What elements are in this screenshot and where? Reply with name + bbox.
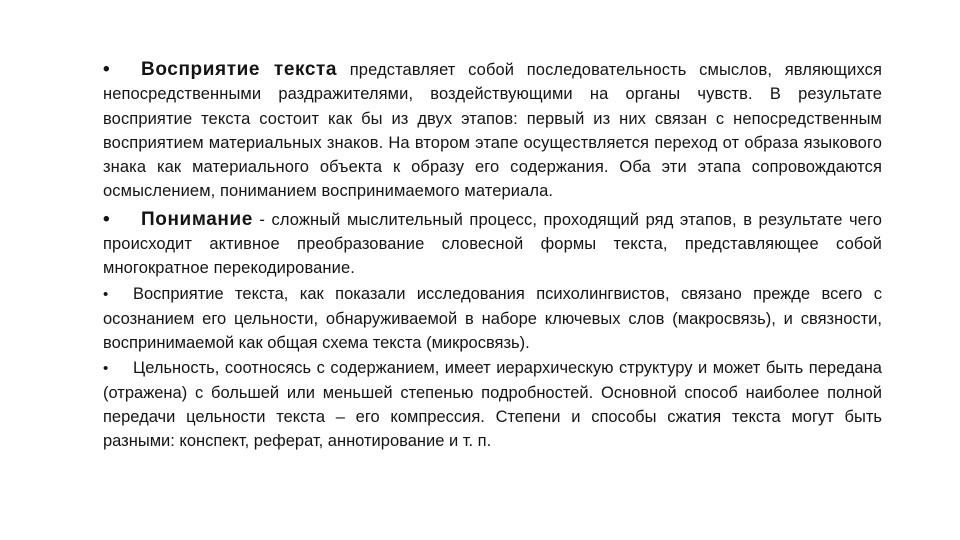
bullet-icon: •	[103, 359, 109, 377]
bullet-icon: •	[103, 285, 109, 303]
paragraph-perception	[103, 58, 882, 204]
paragraph-text: Восприятие текста, как показали исследования психолингвистов, связано прежде всего с осознанием его цельности, обнаруживаемой в наборе ключевых слов (макросвязь), и связности, воспринимаемой как общая схема текста (микросвязь).	[103, 284, 882, 353]
bullet-icon: •	[103, 59, 110, 80]
paragraph-text: Цельность, соотносясь с содержанием, имеет иерархическую структуру и может быть передана (отражена) с большей или меньшей степенью подробностей. Основной способ наиболее полной передачи цельности текста – его компрессия. Степени и способы сжатия текста могут быть разными: конспект, реферат, аннотирование и т. п.	[103, 358, 882, 451]
bullet-icon: •	[103, 208, 110, 230]
paragraph-text: представляет собой последовательность смыслов, являющихся непосредственными раздражителями, воздействующими на органы чувств. В результате восприятие текста состоит как бы из двух этапов: первый из них связан с непосредственным восприятием материальных знаков. На втором этапе осуществляется переход от образа языкового знака как материального объекта к образу его содержания. Оба эти этапа сопровождаются осмыслением, пониманием воспринимаемого материала.	[103, 61, 882, 201]
slide-body	[103, 58, 882, 454]
paragraph-text: - сложный мыслительный процесс, проходящий ряд этапов, в результате чего происходит активное преобразование словесной формы текста, представляющее собой многократное перекодирование.	[103, 210, 882, 278]
paragraph-integrity	[103, 356, 882, 454]
paragraph-understanding	[103, 208, 882, 281]
term-understanding: Понимание	[141, 208, 253, 230]
paragraph-psycholinguistics	[103, 282, 882, 356]
term-perception: Восприятие текста	[141, 59, 338, 80]
